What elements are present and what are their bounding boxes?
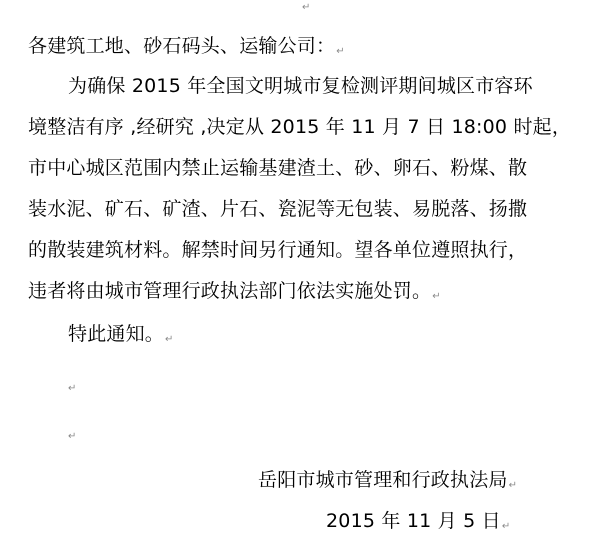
body-line-text: 装水泥、矿石、矿渣、片石、瓷泥等无包装、易脱落、扬撒 bbox=[28, 198, 528, 220]
body-line bbox=[28, 279, 441, 309]
closing-text: 特此通知。 bbox=[68, 323, 165, 345]
signature-text: 岳阳市城市管理和行政执法局 bbox=[258, 469, 508, 491]
salutation-text: 各建筑工地、砂石码头、运输公司： bbox=[28, 35, 336, 57]
signature bbox=[258, 468, 517, 498]
body-line-text: 境整洁有序 ,经研究 ,决定从 2015 年 11 月 7 日 18:00 时起， bbox=[28, 116, 572, 138]
paragraph-mark: ↵ bbox=[302, 2, 311, 13]
paragraph-mark: ↵ bbox=[501, 521, 511, 532]
body-line bbox=[28, 156, 527, 180]
closing bbox=[68, 322, 174, 352]
body-line bbox=[28, 115, 571, 139]
paragraph-mark: ↵ bbox=[68, 431, 77, 442]
body-line bbox=[68, 74, 533, 98]
date-text: 2015 年 11 月 5 日 bbox=[326, 510, 501, 532]
body-line-text: 违者将由城市管理行政执法部门依法实施处罚。 bbox=[28, 280, 432, 302]
paragraph-mark: ↵ bbox=[68, 383, 77, 394]
date bbox=[326, 509, 510, 539]
paragraph-mark: ↵ bbox=[336, 46, 345, 57]
paragraph-mark: ↵ bbox=[432, 291, 441, 302]
paragraph-mark: ↵ bbox=[165, 334, 174, 345]
salutation bbox=[28, 34, 345, 64]
paragraph-mark: ↵ bbox=[508, 480, 518, 491]
body-line bbox=[28, 238, 527, 262]
body-line bbox=[28, 197, 527, 221]
body-line-text: 为确保 2015 年全国文明城市复检测评期间城区市容环 bbox=[68, 75, 533, 97]
body-line-text: 市中心城区范围内禁止运输基建渣土、砂、卵石、粉煤、散 bbox=[28, 157, 528, 179]
body-line-text: 的散装建筑材料。解禁时间另行通知。望各单位遵照执行， bbox=[28, 239, 528, 261]
